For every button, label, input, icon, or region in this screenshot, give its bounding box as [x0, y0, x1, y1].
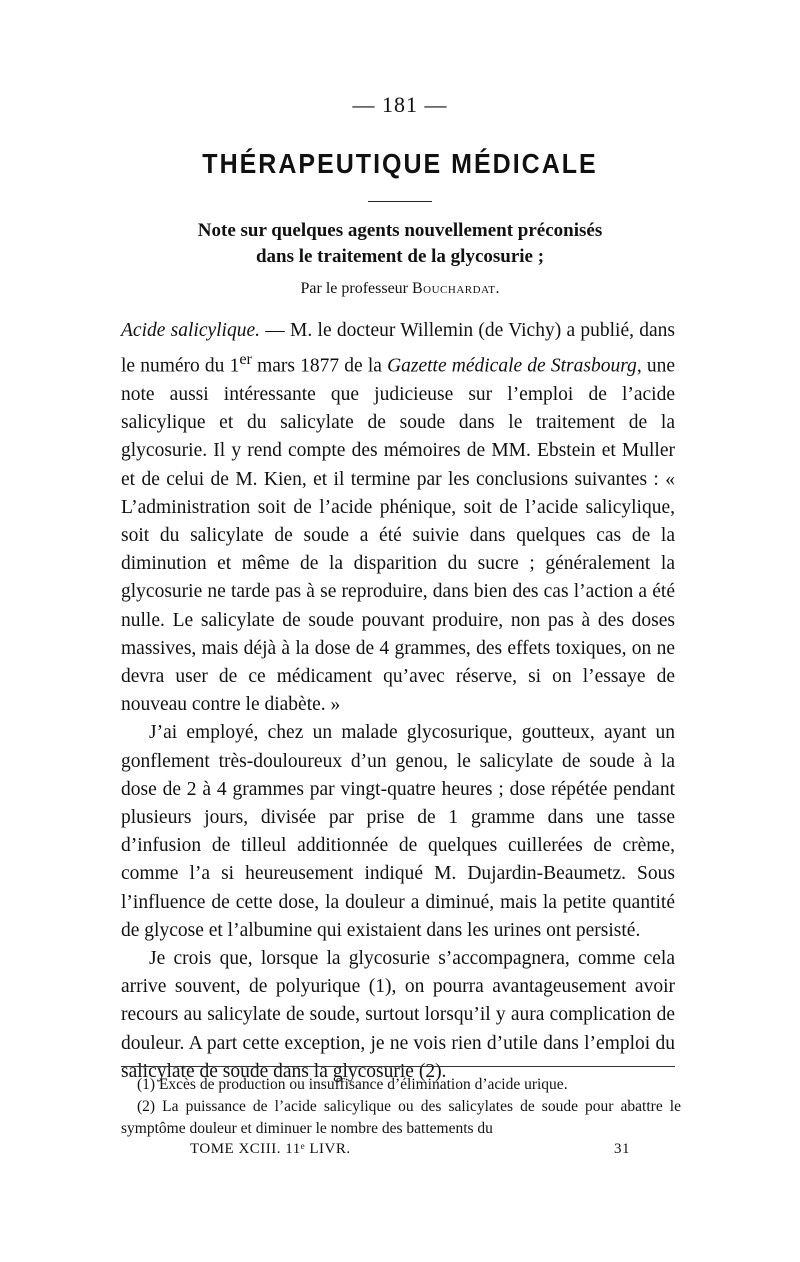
paragraph-2: J’ai employé, chez un malade glycosurique, goutteux, ayant un gonflement très-douloureux d’un genou, le salicylate de soude à la dose de 2 à 4 grammes par vingt-quatre heures ; dose répétée pendant plusieurs jours, divisée par prise de 1 gramme dans une tasse d’infusion de tilleul additionnée de quelques cuillerées de crème, comme l’a si heureusement indiqué M. Dujardin-Beaumetz. Sous l’influence de cette dose, la douleur a diminué, mais la petite quantité de glycose et l’albumine qui existaient dans les urines ont persisté.	[121, 722, 675, 941]
page-number: — 181 —	[352, 92, 448, 117]
author-suffix: .	[495, 280, 500, 297]
article-title	[110, 218, 690, 270]
superscript-er: er	[239, 350, 252, 369]
paragraph-1-part-b: mars 1877 de la	[251, 355, 388, 377]
footnote-divider	[121, 1066, 675, 1067]
author-line	[0, 280, 800, 298]
printer-signature-line	[190, 1141, 630, 1158]
paragraph-3: Je crois que, lorsque la glycosurie s’accompagnera, comme cela arrive souvent, de polyurique (1), on pourra avantageusement avoir recours au salicylate de soude, surtout lorsqu’il y aura complication de douleur. A part cette exception, je ne vois rien d’utile dans l’emploi du salicylate de soude dans la glycosurie (2).	[121, 947, 675, 1082]
author-name: Bouchardat	[412, 280, 496, 297]
paragraph-1-part-a: — M. le docteur Willemin (de Vichy) a publié, dans le numéro du 1	[121, 320, 675, 377]
footnote-1: (1) Excès de production ou insuffisance d’élimination d’acide urique.	[137, 1076, 568, 1093]
paragraph-1-part-c: , une note aussi intéressante que judicieuse sur l’emploi de l’acide salicylique et du salicylate de soude dans le traitement de la glycosurie. Il y rend compte des mémoires de MM. Ebstein et Muller et de celui de M. Kien, et il termine par les conclusions suivantes : « L’administration soit de l’acide phénique, soit de l’acide salicylique, soit du salicylate de soude a été suivie dans quelques cas de la diminution et même de la disparition du sucre ; généralement la glycosurie ne tarde pas à se reproduire, dans bien des cas l’action a été nulle. Le salicylate de soude pouvant produire, non pas à des doses massives, mais déjà à la dose de 4 grammes, des effets toxiques, on ne devra user de ce médicament qu’avec réserve, si on l’essaye de nouveau contre le diabète. »	[121, 355, 675, 716]
section-title: THÉRAPEUTIQUE MÉDICALE	[202, 148, 598, 180]
author-prefix: Par le professeur	[300, 280, 412, 297]
footnote-2: (2) La puissance de l’acide salicylique ou des salicylates de soude pour abattre le symptôme douleur et diminuer le nombre des battements du	[121, 1098, 681, 1137]
signature-number: 31	[614, 1141, 630, 1157]
paragraph-1	[121, 317, 675, 719]
paragraph-lead: Acide salicylique.	[121, 320, 261, 341]
title-divider	[368, 201, 432, 202]
footnotes	[121, 1074, 681, 1140]
article-body	[121, 317, 675, 1086]
journal-name: Gazette médicale de Strasbourg	[387, 355, 637, 377]
article-title-line-2: dans le traitement de la glycosurie ;	[255, 246, 545, 267]
article-title-line-1: Note sur quelques agents nouvellement préconisés	[197, 220, 603, 241]
volume-signature: TOME XCIII. 11ᵉ LIVR.	[190, 1141, 351, 1157]
